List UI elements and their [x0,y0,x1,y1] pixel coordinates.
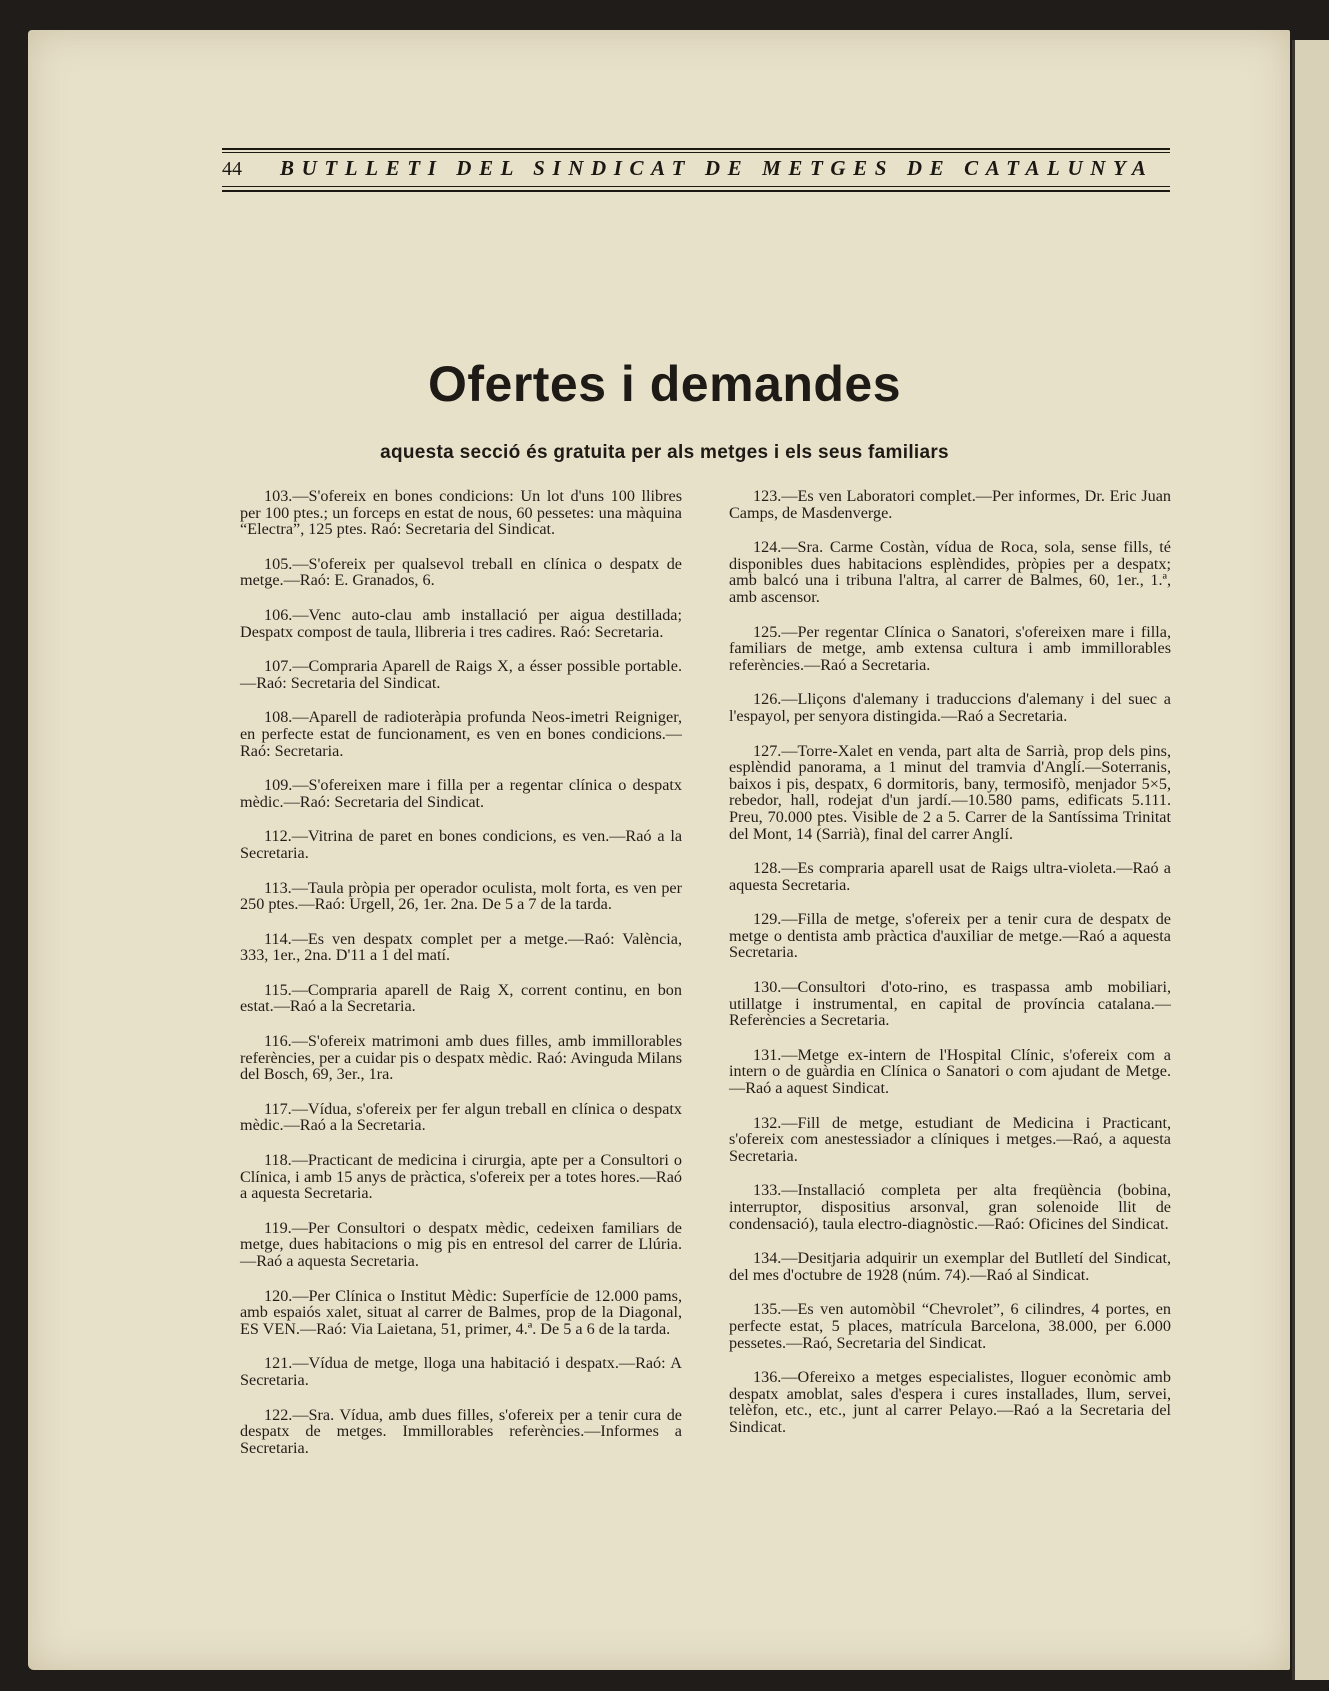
listing-number: 120. [264,1286,293,1305]
listing-number: 123. [753,487,782,505]
listing-number: 106. [264,605,293,624]
listing-item [711,1115,1171,1165]
listing-text [711,743,1171,843]
listing-number: 117. [264,1099,292,1118]
listing-body: —Consultori d'oto-rino, es traspassa amb mobiliari, utillatge i instrumental, en capital de província catalana.—Referències a Secretaria. [729,978,1171,1030]
listing-body: —Es ven despatx complet per a metge.—Raó: València, 333, 1er., 2na. D'11 a 1 del matí. [240,929,682,965]
listing-item [222,658,682,691]
listing-text [222,658,682,691]
listing-text [222,931,682,964]
listing-number: 129. [753,910,782,929]
listing-item [222,709,682,759]
listing-text [222,1220,682,1270]
running-title: BUTLLETI DEL SINDICAT DE METGES DE CATALUNYA [280,156,1154,180]
listing-number: 124. [753,538,782,557]
header-rule-top-thin [222,152,1170,153]
listing-number: 115. [264,980,292,999]
listing-text [711,1250,1171,1283]
header-rule-top [222,148,1170,150]
running-header [222,148,1170,198]
listing-item [222,880,682,913]
listing-number: 116. [264,1032,292,1051]
listing-body: —Ofereixo a metges especialistes, lloguer econòmic amb despatx amoblat, sales d'espera i cures installades, llum, servei, telèfon, etc., etc., junt al carrer Pelayo.—Raó a la Secretaria del Sindicat. [729,1368,1171,1436]
listing-item [222,556,682,589]
listing-body: —Per Clínica o Institut Mèdic: Superfície de 12.000 pams, amb espaiós xalet, situat al carrer de Balmes, prop de la Diagonal, ES VEN.—Raó: Via Laietana, 51, primer, 4.ª. De 5 a 6 de la tarda. [240,1286,682,1338]
listing-text [222,1033,682,1083]
listing-text [222,982,682,1015]
listing-text [711,1047,1171,1097]
listing-number: 103. [264,487,293,505]
listing-body: —Torre-Xalet en venda, part alta de Sarrià, prop dels pins, esplèndid panorama, a 1 minut del tramvia d'Anglí.—Soterranis, baixos i pis, despatx, 6 dormitoris, bany, termosifò, menjador 5×5, rebedor, hall, rodejat d'un jardí.—10.580 pams, edificats 5.111. Preu, 70.000 ptes. Visible de 2 a 5. Carrer de la Santíssima Trinitat del Mont, 14 (Sarrià), final del carrer Anglí. [729,741,1171,843]
listing-number: 114. [264,929,292,948]
listing-item [711,911,1171,961]
listing-number: 109. [264,776,293,795]
listing-item [222,828,682,861]
listing-body: —S'ofereix matrimoni amb dues filles, amb immillorables referències, per a cuidar pis o despatx mèdic. Raó: Avinguda Milans del Bosch, 69, 3er., 1ra. [240,1032,682,1084]
listing-number: 126. [753,690,782,709]
left-column [222,488,682,1474]
listing-number: 135. [753,1300,782,1319]
listing-body: —Es ven Laboratori complet.—Per informes, Dr. Eric Juan Camps, de Masdenverge. [729,487,1171,522]
listing-item [711,1047,1171,1097]
listing-item [711,1369,1171,1435]
listing-number: 119. [264,1218,292,1237]
listing-number: 130. [753,978,782,997]
listing-text [711,1369,1171,1435]
listing-item [222,982,682,1015]
listing-body: —S'ofereixen mare i filla per a regentar clínica o despatx mèdic.—Raó: Secretaria del Sindicat. [240,776,682,811]
header-rule-bottom [222,190,1170,192]
listing-body: —Vitrina de paret en bones condicions, es ven.—Raó a la Secretaria. [240,827,682,862]
listing-body: —Sra. Carme Costàn, vídua de Roca, sola, sense fills, té disponibles dues habitacions esplèndides, pròpies per a despatx; amb balcó una i tribuna l'altra, al carrer de Balmes, 60, 1er., 1.ª, amb ascensor. [729,538,1171,606]
listing-number: 121. [264,1354,293,1373]
listing-number: 131. [753,1045,782,1064]
listing-text [222,1355,682,1388]
listing-item [222,1288,682,1338]
listing-text [222,880,682,913]
listing-text [711,1115,1171,1165]
listing-item [222,931,682,964]
listing-body: —Practicant de medicina i cirurgia, apte per a Consultori o Clínica, i amb 15 anys de pràctica, s'ofereix per a totes hores.—Raó a aquesta Secretaria. [240,1151,682,1203]
listing-body: —S'ofereix per qualsevol treball en clínica o despatx de metge.—Raó: E. Granados, 6. [240,554,682,590]
listing-body: —Per regentar Clínica o Sanatori, s'ofereixen mare i filla, familiars de metge, amb extensa cultura i amb immillorables referències.—Raó a Secretaria. [729,622,1171,674]
listing-body: —S'ofereix en bones condicions: Un lot d'uns 100 llibres per 100 ptes.; un forceps en estat de nous, 60 pessetes: una màquina “Electra”, 125 ptes. Raó: Secretaria del Sindicat. [240,487,682,539]
listing-body: —Sra. Vídua, amb dues filles, s'ofereix per a tenir cura de despatx de metges. Immillorables referències.—Informes a Secretaria. [240,1405,682,1457]
listing-text [222,777,682,810]
listing-body: —Aparell de radioteràpia profunda Neos-imetri Reigniger, en perfecte estat de funcionament, es ven en bones condicions.—Raó: Secretaria. [240,708,682,760]
listing-item [222,1220,682,1270]
listing-text [711,539,1171,605]
listing-item [711,1250,1171,1283]
listing-text [711,624,1171,674]
listing-body: —Vídua, s'ofereix per fer algun treball en clínica o despatx mèdic.—Raó a la Secretaria. [240,1099,682,1135]
listing-number: 134. [753,1249,782,1268]
listing-text [711,691,1171,724]
listing-item [222,607,682,640]
listing-body: —Lliçons d'alemany i traduccions d'alemany i del suec a l'espayol, per senyora distingida.—Raó a Secretaria. [729,690,1171,725]
listing-item [222,1033,682,1083]
listing-text [222,1288,682,1338]
listing-body: —Es compraria aparell usat de Raigs ultra-violeta.—Raó a aquesta Secretaria. [729,859,1171,894]
listing-text [711,911,1171,961]
listing-number: 128. [753,859,782,878]
listing-text [222,1407,682,1457]
listing-text [711,1182,1171,1232]
listing-body: —Desitjaria adquirir un exemplar del Butlletí del Sindicat, del mes d'octubre de 1928 (núm. 74).—Raó al Sindicat. [729,1249,1171,1284]
listing-number: 132. [753,1113,782,1132]
listing-text [222,607,682,640]
listing-item [711,1301,1171,1351]
listing-text [222,709,682,759]
listing-body: —Installació completa per alta freqüència (bobina, interruptor, dispositius arsonval, gran solenoide llit de condensació), taula electro-diagnòstic.—Raó: Oficines del Sindicat. [729,1181,1171,1233]
listing-number: 136. [753,1368,782,1387]
listing-text [222,556,682,589]
listing-text [222,1152,682,1202]
listing-text [222,828,682,861]
listing-body: —Vídua de metge, lloga una habitació i despatx.—Raó: A Secretaria. [240,1354,682,1389]
listing-text [711,860,1171,893]
listing-body: —Venc auto-clau amb installació per aigua destillada; Despatx compost de taula, llibreria i tres cadires. Raó: Secretaria. [240,605,682,641]
listing-number: 127. [753,741,782,760]
page-subtitle: aquesta secció és gratuita per als metges i els seus familiars [380,442,949,463]
listing-body: —Es ven automòbil “Chevrolet”, 6 cilindres, 4 portes, en perfecte estat, 5 places, matrícula Barcelona, 38.000, per 6.000 pessetes.—Raó, Secretaria del Sindicat. [729,1300,1171,1352]
listing-item [711,979,1171,1029]
listing-item [711,1182,1171,1232]
listing-item [711,539,1171,605]
listing-text [711,488,1171,521]
listing-item [711,743,1171,843]
listing-body: —Compraria aparell de Raig X, corrent continu, en bon estat.—Raó a la Secretaria. [240,980,682,1016]
header-rule-bottom-thin [222,186,1170,187]
listing-item [711,860,1171,893]
listing-item [222,1101,682,1134]
listing-text [711,979,1171,1029]
listing-item [711,488,1171,521]
listing-item [711,624,1171,674]
listing-number: 122. [264,1405,293,1424]
listing-number: 118. [264,1151,292,1170]
listing-number: 107. [264,657,293,676]
listing-body: —Taula pròpia per operador oculista, molt forta, es ven per 250 ptes.—Raó: Urgell, 26, 1er. 2na. De 5 a 7 de la tarda. [240,878,682,914]
right-column [711,488,1171,1454]
next-page-edge [1292,40,1329,1680]
listing-text [711,1301,1171,1351]
listing-text [222,488,682,538]
listing-item [222,488,682,538]
listing-text [222,1101,682,1134]
listing-number: 112. [264,827,292,846]
listing-number: 105. [264,554,293,573]
listing-body: —Fill de metge, estudiant de Medicina i Practicant, s'ofereix com anestessiador a clíniques i metges.—Raó, a aquesta Secretaria. [729,1113,1171,1165]
listing-item [222,1355,682,1388]
listing-number: 108. [264,708,293,727]
page-number: 44 [222,158,242,180]
listing-body: —Compraria Aparell de Raigs X, a ésser possible portable.—Raó: Secretaria del Sindicat. [240,657,682,692]
listing-body: —Filla de metge, s'ofereix per a tenir cura de despatx de metge o dentista amb pràctica d'auxiliar de metge.—Raó a aquesta Secretaria. [729,910,1171,962]
listing-body: —Metge ex-intern de l'Hospital Clínic, s'ofereix com a intern o de guàrdia en Clínica o Sanatori o com ajudant de Metge.—Raó a aquest Sindicat. [729,1045,1171,1098]
listing-item [222,1152,682,1202]
listing-item [222,1407,682,1457]
listing-number: 125. [753,622,782,641]
listing-number: 133. [753,1181,782,1200]
listing-item [222,777,682,810]
listing-number: 113. [264,878,292,897]
page-title: Ofertes i demandes [427,356,902,412]
listing-body: —Per Consultori o despatx mèdic, cedeixen familiars de metge, dues habitacions o mig pis en entresol del carrer de Llúria.—Raó a aquesta Secretaria. [240,1218,682,1270]
listing-item [711,691,1171,724]
